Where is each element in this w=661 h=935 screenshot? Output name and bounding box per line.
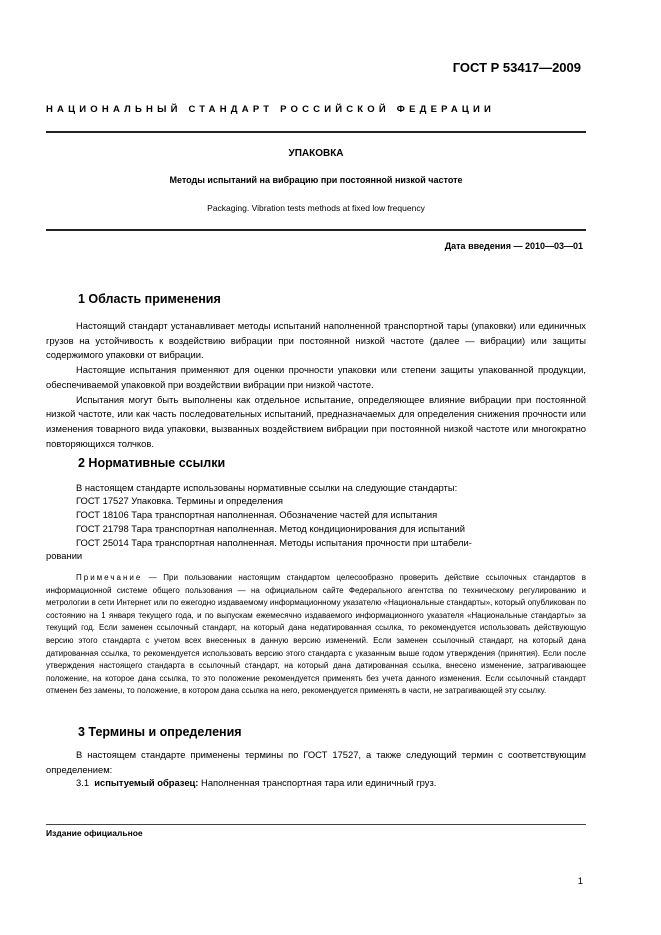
footer-divider	[46, 824, 586, 825]
reference-item: ГОСТ 17527 Упаковка. Термины и определения	[76, 495, 283, 506]
standard-title: УПАКОВКА	[288, 148, 344, 159]
section-1-heading: 1 Область применения	[78, 292, 221, 306]
introduction-date: Дата введения — 2010—03—01	[444, 241, 583, 251]
paragraph: Испытания могут быть выполнены как отдельное испытание, определяющее влияние вибрации при постоянной низкой частоте, или как часть последовательных испытаний, предназначаемых для определения снижения прочности или изменения товарного вида упаковки, вызванных воздействием вибрации при постоянной низкой частоте или многократно повторяющихся толчков.	[46, 393, 586, 449]
section-2-intro: В настоящем стандарте использованы нормативные ссылки на следующие стандарты:	[76, 482, 458, 493]
section-3-heading: 3 Термины и определения	[78, 725, 242, 739]
reference-item: ГОСТ 25014 Тара транспортная наполненная. Методы испытания прочности при штабели-	[76, 537, 472, 549]
note-block	[46, 572, 586, 698]
official-edition-label: Издание официальное	[46, 828, 143, 838]
reference-list	[76, 494, 472, 550]
header-divider	[46, 131, 586, 133]
reference-item: ГОСТ 21798 Тара транспортная наполненная. Метод кондиционирования для испытаний	[76, 523, 465, 535]
standard-english-title: Packaging. Vibration tests methods at fixed low frequency	[207, 203, 425, 213]
document-number: ГОСТ Р 53417—2009	[452, 60, 581, 75]
title-divider	[46, 229, 586, 231]
definition-text: Наполненная транспортная тара или единичный груз.	[198, 777, 437, 788]
paragraph: Настоящий стандарт устанавливает методы испытаний наполненной транспортной тары (упаковки) или единичных грузов на устойчивость к воздействию вибрации при постоянной низкой частоте (далее — вибрации) или защиты содержимого упаковки от вибрации.	[46, 320, 586, 361]
reference-item: ГОСТ 18106 Тара транспортная наполненная. Обозначение частей для испытания	[76, 509, 438, 521]
national-standard-heading: НАЦИОНАЛЬНЫЙ СТАНДАРТ РОССИЙСКОЙ ФЕДЕРАЦИИ	[46, 104, 496, 115]
note-label: Примечание	[76, 573, 143, 582]
section-2-heading: 2 Нормативные ссылки	[78, 456, 226, 470]
reference-continuation: ровании	[46, 550, 83, 561]
definition-number: 3.1	[76, 777, 90, 788]
paragraph: Настоящие испытания применяют для оценки прочности упаковки или степени защиты упакованной продукции, обеспечиваемой упаковкой при воздействии вибрации при низкой частоте.	[46, 364, 586, 390]
page-number: 1	[577, 876, 583, 887]
definition-term: испытуемый образец:	[94, 777, 199, 788]
definition-3-1	[76, 777, 436, 788]
section-1-body	[46, 319, 586, 451]
note-text: — При пользовании настоящим стандартом целесообразно проверить действие ссылочных стандартов в информационной системе общего пользования — на официальном сайте Федерального агентства по техническому регулированию и метрологии в сети Интернет или по ежегодно издаваемому информационному указателю «Национальные стандарты», который опубликован по состоянию на 1 января текущего года, и по выпускам ежемесячно издаваемого информационного указателя «Национальные стандарты» за текущий год. Если заменен ссылочный стандарт, на который дана недатированная ссылка, то рекомендуется использовать действующую версию этого стандарта с учетом всех внесенных в данную версию изменений. Если заменен ссылочный стандарт, на который дана датированная ссылка, то рекомендуется использовать версию этого стандарта с указанным выше годом утверждения (принятия). Если после утверждения настоящего стандарта в ссылочный стандарт, на который дана датированная ссылка, внесено изменение, затрагивающее положение, на которое дана ссылка, то это положение рекомендуется применять без учета данного изменения. Если ссылочный стандарт отменен без замены, то положение, в котором дана ссылка на него, рекомендуется применять в части, не затрагивающей эту ссылку.	[46, 573, 586, 696]
section-3-intro: В настоящем стандарте применены термины по ГОСТ 17527, а также следующий термин с соответствующим определением:	[46, 749, 586, 775]
standard-subtitle: Методы испытаний на вибрацию при постоянной низкой частоте	[169, 175, 463, 185]
